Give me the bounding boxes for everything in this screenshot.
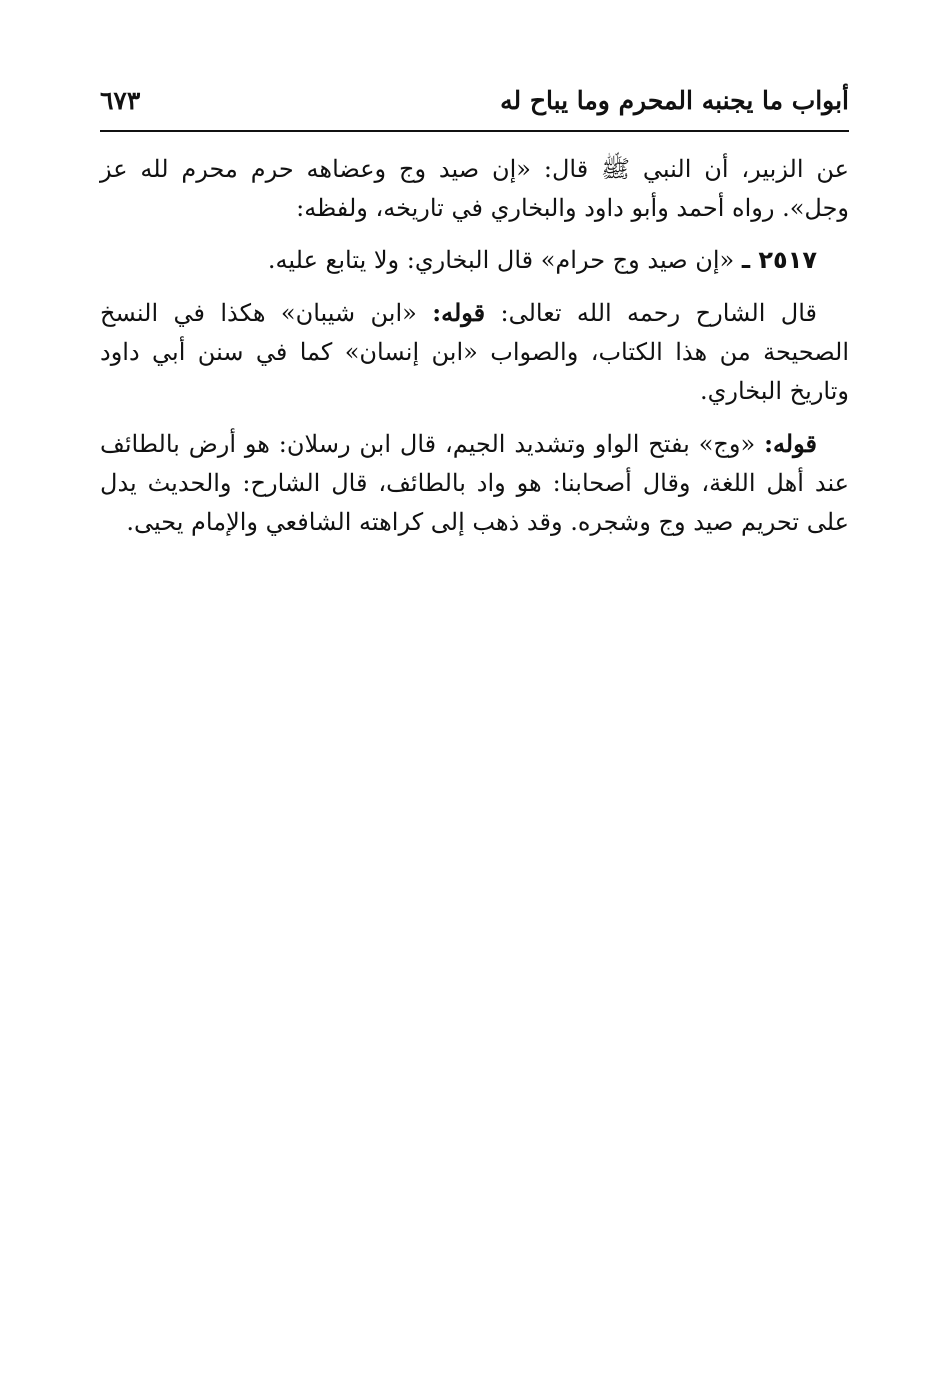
- page-number: ٦٧٣: [100, 86, 141, 115]
- paragraph-commentary-2: [100, 424, 849, 542]
- paragraph-text-lead: قال الشارح رحمه الله تعالى:: [500, 299, 817, 327]
- running-title: أبواب ما يجنبه المحرم وما يباح له: [500, 86, 849, 115]
- paragraph-hadith-2517: [100, 241, 849, 280]
- paragraph-text: «إن صيد وج حرام» قال البخاري: ولا يتابع عليه.: [267, 246, 735, 274]
- paragraph-commentary-1: [100, 293, 849, 411]
- qawluhu-label: قوله:: [764, 429, 817, 458]
- page-header: [100, 82, 849, 132]
- header-divider: [100, 130, 849, 132]
- paragraph-text: عن الزبير، أن النبي ﷺ قال: «إن صيد وج وعضاهه حرم محرم لله عز وجل». رواه أحمد وأبو داود والبخاري في تاريخه، ولفظه:: [100, 155, 849, 222]
- paragraph-text: «وج» بفتح الواو وتشديد الجيم، قال ابن رسلان: هو أرض بالطائف عند أهل اللغة، وقال أصحابنا: هو واد بالطائف، قال الشارح: والحديث يدل على تحريم صيد وج وشجره. وقد ذهب إلى كراهته الشافعي والإمام يحيى.: [100, 430, 850, 536]
- hadith-number: ٢٥١٧ ـ: [741, 246, 817, 274]
- paragraph-text: «ابن شيبان» هكذا في النسخ الصحيحة من هذا الكتاب، والصواب «ابن إنسان» كما في سنن أبي داود وتاريخ البخاري.: [100, 299, 849, 405]
- paragraph-hadith-text: [100, 150, 849, 228]
- qawluhu-label: قوله:: [432, 298, 486, 327]
- page-body: [100, 150, 849, 555]
